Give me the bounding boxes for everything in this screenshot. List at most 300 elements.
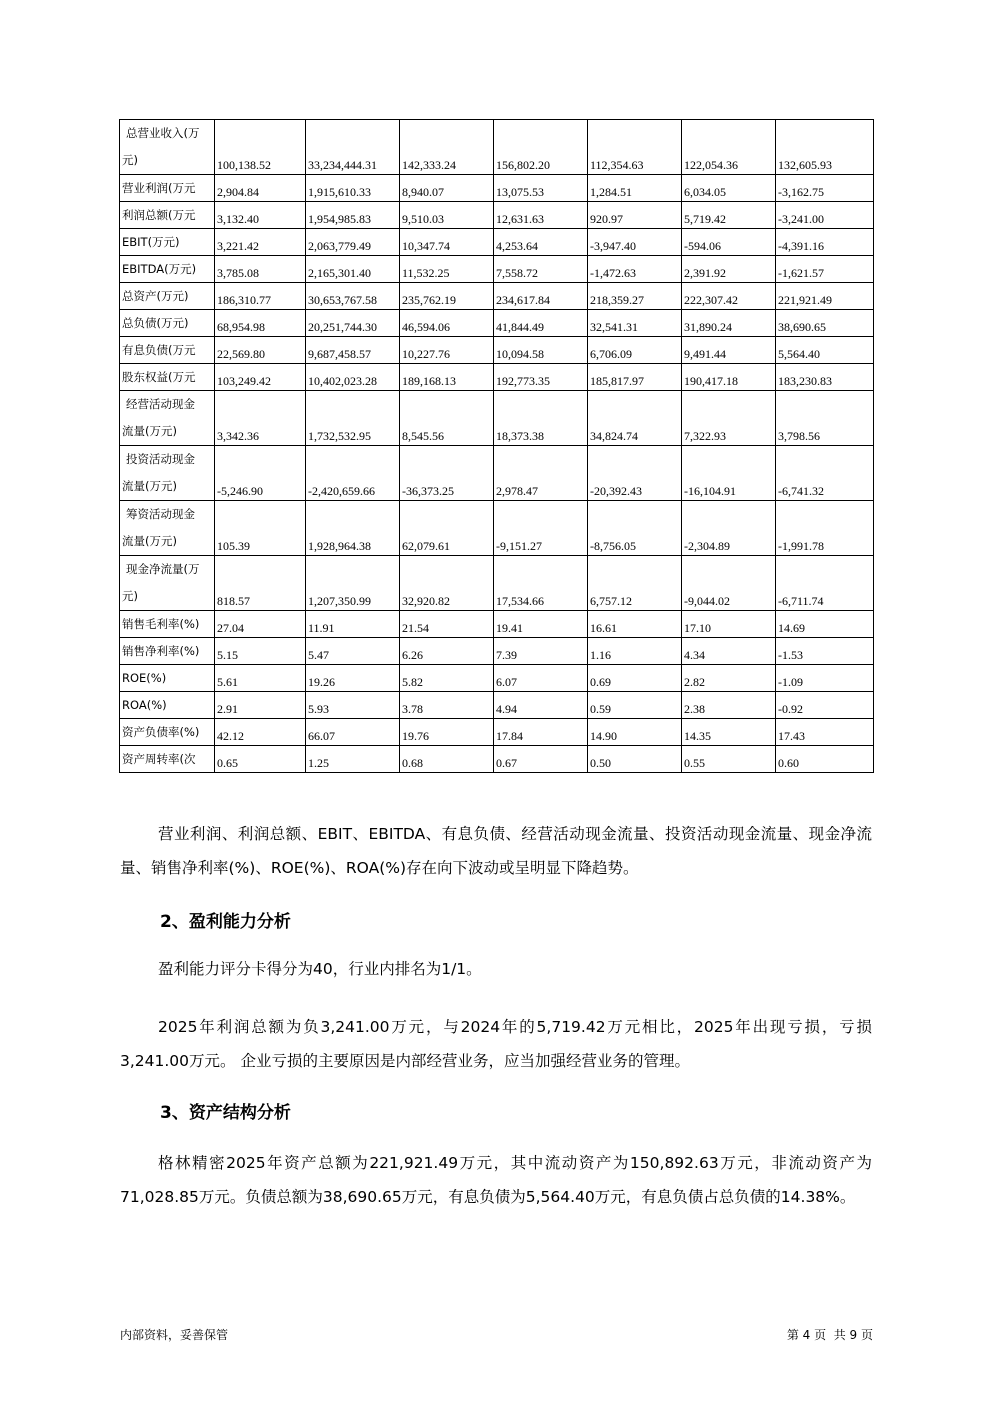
value-cell xyxy=(494,446,588,501)
cell-value: 0.67 xyxy=(496,756,517,770)
value-cell xyxy=(494,719,588,746)
cell-value: 10,402,023.28 xyxy=(308,374,377,388)
value-cell xyxy=(588,364,682,391)
value-cell xyxy=(494,175,588,202)
cell-value: 32,541.31 xyxy=(590,320,638,334)
cell-value: 818.57 xyxy=(217,594,250,608)
value-cell xyxy=(776,665,874,692)
cell-value: 222,307.42 xyxy=(684,293,738,307)
cell-value: 2,978.47 xyxy=(496,484,538,498)
value-cell xyxy=(494,501,588,556)
row-label-line1: 总营业收入(万 xyxy=(126,126,200,140)
cell-value: 0.65 xyxy=(217,756,238,770)
cell-value: 10,347.74 xyxy=(402,239,450,253)
cell-value: -1,472.63 xyxy=(590,266,636,280)
row-label xyxy=(120,501,214,555)
cell-value: 100,138.52 xyxy=(217,158,271,172)
cell-value: 17.10 xyxy=(684,621,711,635)
cell-value: 19.76 xyxy=(402,729,429,743)
table-row xyxy=(120,175,874,202)
cell-value: 27.04 xyxy=(217,621,244,635)
value-cell xyxy=(400,692,494,719)
value-cell xyxy=(682,719,776,746)
value-cell xyxy=(400,310,494,337)
value-cell xyxy=(682,692,776,719)
cell-value: 16.61 xyxy=(590,621,617,635)
value-cell xyxy=(682,391,776,446)
cell-value: 1.16 xyxy=(590,648,611,662)
value-cell xyxy=(776,229,874,256)
asset-structure-paragraph: 格林精密2025年资产总额为221,921.49万元，其中流动资产为150,892.63万元，非流动资产为71,028.85万元。负债总额为38,690.65万元，有息负债为5,564.40万元，有息负债占总负债的14.38%。 xyxy=(120,1154,872,1206)
value-cell xyxy=(588,229,682,256)
row-label-cell xyxy=(120,665,215,692)
value-cell xyxy=(400,556,494,611)
value-cell xyxy=(588,202,682,229)
cell-value: 6.26 xyxy=(402,648,423,662)
cell-value: 186,310.77 xyxy=(217,293,271,307)
cell-value: 9,510.03 xyxy=(402,212,444,226)
value-cell xyxy=(306,665,400,692)
table-row xyxy=(120,692,874,719)
cell-value: 1,915,610.33 xyxy=(308,185,371,199)
value-cell xyxy=(776,256,874,283)
cell-value: 3,798.56 xyxy=(778,429,820,443)
value-cell xyxy=(306,202,400,229)
cell-value: 34,824.74 xyxy=(590,429,638,443)
cell-value: 235,762.19 xyxy=(402,293,456,307)
value-cell xyxy=(588,446,682,501)
cell-value: 5.82 xyxy=(402,675,423,689)
row-label-line1: 筹资活动现金 xyxy=(126,507,195,521)
cell-value: -36,373.25 xyxy=(402,484,454,498)
cell-value: 46,594.06 xyxy=(402,320,450,334)
cell-value: 1.25 xyxy=(308,756,329,770)
cell-value: 9,687,458.57 xyxy=(308,347,371,361)
value-cell xyxy=(494,364,588,391)
cell-value: 122,054.36 xyxy=(684,158,738,172)
value-cell xyxy=(215,256,306,283)
row-label-cell xyxy=(120,638,215,665)
cell-value: 5.15 xyxy=(217,648,238,662)
cell-value: 8,545.56 xyxy=(402,429,444,443)
table-row xyxy=(120,283,874,310)
cell-value: 30,653,767.58 xyxy=(308,293,377,307)
cell-value: 10,227.76 xyxy=(402,347,450,361)
table-row xyxy=(120,310,874,337)
value-cell xyxy=(776,202,874,229)
cell-value: -1,621.57 xyxy=(778,266,824,280)
cell-value: 7,558.72 xyxy=(496,266,538,280)
cell-value: -16,104.91 xyxy=(684,484,736,498)
row-label: 总资产(万元) xyxy=(122,289,189,303)
row-label-cell xyxy=(120,310,215,337)
value-cell xyxy=(215,120,306,175)
trend-summary-paragraph: 营业利润、利润总额、EBIT、EBITDA、有息负债、经营活动现金流量、投资活动现金流量、现金净流量、销售净利率(%)、ROE(%)、ROA(%)存在向下波动或呈明显下降趋势。 xyxy=(120,825,872,877)
value-cell xyxy=(400,120,494,175)
cell-value: 17.43 xyxy=(778,729,805,743)
value-cell xyxy=(494,665,588,692)
table-row xyxy=(120,391,874,446)
cell-value: 0.60 xyxy=(778,756,799,770)
row-label xyxy=(120,556,214,610)
value-cell xyxy=(588,501,682,556)
cell-value: 6,034.05 xyxy=(684,185,726,199)
cell-value: 11.91 xyxy=(308,621,335,635)
table-row xyxy=(120,611,874,638)
value-cell xyxy=(400,638,494,665)
value-cell xyxy=(400,446,494,501)
value-cell xyxy=(776,611,874,638)
value-cell xyxy=(400,202,494,229)
cell-value: 17,534.66 xyxy=(496,594,544,608)
value-cell xyxy=(215,283,306,310)
cell-value: -594.06 xyxy=(684,239,721,253)
cell-value: 33,234,444.31 xyxy=(308,158,377,172)
footer-confidential-note: 内部资料，妥善保管 xyxy=(120,1328,229,1342)
row-label-cell xyxy=(120,229,215,256)
value-cell xyxy=(682,746,776,773)
value-cell xyxy=(494,229,588,256)
cell-value: 105.39 xyxy=(217,539,250,553)
cell-value: -9,151.27 xyxy=(496,539,542,553)
value-cell xyxy=(494,556,588,611)
cell-value: 62,079.61 xyxy=(402,539,450,553)
cell-value: 132,605.93 xyxy=(778,158,832,172)
value-cell xyxy=(494,611,588,638)
cell-value: 66.07 xyxy=(308,729,335,743)
cell-value: 0.69 xyxy=(590,675,611,689)
cell-value: 221,921.49 xyxy=(778,293,832,307)
value-cell xyxy=(306,446,400,501)
cell-value: 1,954,985.83 xyxy=(308,212,371,226)
cell-value: 22,569.80 xyxy=(217,347,265,361)
value-cell xyxy=(682,175,776,202)
cell-value: 185,817.97 xyxy=(590,374,644,388)
value-cell xyxy=(400,229,494,256)
row-label-cell xyxy=(120,120,215,175)
value-cell xyxy=(776,337,874,364)
cell-value: 156,802.20 xyxy=(496,158,550,172)
row-label: 股东权益(万元 xyxy=(122,370,196,384)
cell-value: 192,773.35 xyxy=(496,374,550,388)
row-label: 销售毛利率(%) xyxy=(122,617,200,631)
cell-value: 234,617.84 xyxy=(496,293,550,307)
cell-value: 21.54 xyxy=(402,621,429,635)
cell-value: -1.09 xyxy=(778,675,803,689)
value-cell xyxy=(215,665,306,692)
value-cell xyxy=(682,229,776,256)
row-label xyxy=(120,120,214,174)
value-cell xyxy=(494,202,588,229)
cell-value: 189,168.13 xyxy=(402,374,456,388)
cell-value: 14.35 xyxy=(684,729,711,743)
row-label: 总负债(万元) xyxy=(122,316,189,330)
cell-value: -4,391.16 xyxy=(778,239,824,253)
cell-value: 12,631.63 xyxy=(496,212,544,226)
value-cell xyxy=(588,719,682,746)
cell-value: 190,417.18 xyxy=(684,374,738,388)
cell-value: 6,757.12 xyxy=(590,594,632,608)
financial-data-table xyxy=(119,119,874,773)
value-cell xyxy=(215,746,306,773)
cell-value: 41,844.49 xyxy=(496,320,544,334)
cell-value: -9,044.02 xyxy=(684,594,730,608)
value-cell xyxy=(306,719,400,746)
row-label: 资产周转率(次 xyxy=(122,752,196,766)
row-label-line2: 元) xyxy=(122,589,138,603)
value-cell xyxy=(776,692,874,719)
section-heading-asset-structure: 3、资产结构分析 xyxy=(160,1103,291,1123)
value-cell xyxy=(682,611,776,638)
cell-value: 7,322.93 xyxy=(684,429,726,443)
row-label-cell xyxy=(120,611,215,638)
value-cell xyxy=(400,256,494,283)
value-cell xyxy=(494,120,588,175)
value-cell xyxy=(306,283,400,310)
cell-value: 0.50 xyxy=(590,756,611,770)
cell-value: 2.38 xyxy=(684,702,705,716)
value-cell xyxy=(215,501,306,556)
value-cell xyxy=(215,175,306,202)
row-label-line1: 现金净流量(万 xyxy=(126,562,200,576)
cell-value: -5,246.90 xyxy=(217,484,263,498)
table-row xyxy=(120,446,874,501)
row-label: ROE(%) xyxy=(122,671,167,685)
row-label-cell xyxy=(120,501,215,556)
cell-value: -6,711.74 xyxy=(778,594,824,608)
cell-value: 103,249.42 xyxy=(217,374,271,388)
row-label-line2: 流量(万元) xyxy=(122,479,177,493)
cell-value: 2,165,301.40 xyxy=(308,266,371,280)
value-cell xyxy=(682,665,776,692)
value-cell xyxy=(776,391,874,446)
row-label-cell xyxy=(120,719,215,746)
value-cell xyxy=(494,256,588,283)
value-cell xyxy=(776,746,874,773)
row-label-cell xyxy=(120,337,215,364)
table-row xyxy=(120,501,874,556)
row-label-cell xyxy=(120,175,215,202)
value-cell xyxy=(682,364,776,391)
profitability-score-text: 盈利能力评分卡得分为40，行业内排名为1/1。 xyxy=(158,960,482,978)
cell-value: 2,904.84 xyxy=(217,185,259,199)
cell-value: 1,284.51 xyxy=(590,185,632,199)
row-label-line1: 经营活动现金 xyxy=(126,397,195,411)
cell-value: 9,491.44 xyxy=(684,347,726,361)
cell-value: 1,928,964.38 xyxy=(308,539,371,553)
value-cell xyxy=(682,202,776,229)
cell-value: 920.97 xyxy=(590,212,623,226)
table-row xyxy=(120,256,874,283)
row-label: 营业利润(万元 xyxy=(122,181,196,195)
value-cell xyxy=(588,692,682,719)
row-label: ROA(%) xyxy=(122,698,167,712)
cell-value: 3,342.36 xyxy=(217,429,259,443)
row-label: EBIT(万元) xyxy=(122,235,180,249)
cell-value: -2,420,659.66 xyxy=(308,484,375,498)
cell-value: 183,230.83 xyxy=(778,374,832,388)
value-cell xyxy=(494,746,588,773)
cell-value: 3,785.08 xyxy=(217,266,259,280)
cell-value: 19.41 xyxy=(496,621,523,635)
value-cell xyxy=(215,638,306,665)
value-cell xyxy=(306,501,400,556)
value-cell xyxy=(215,391,306,446)
value-cell xyxy=(776,446,874,501)
value-cell xyxy=(306,692,400,719)
value-cell xyxy=(215,229,306,256)
table-row xyxy=(120,120,874,175)
cell-value: 10,094.58 xyxy=(496,347,544,361)
cell-value: 112,354.63 xyxy=(590,158,644,172)
value-cell xyxy=(494,337,588,364)
cell-value: 5.93 xyxy=(308,702,329,716)
cell-value: 14.69 xyxy=(778,621,805,635)
cell-value: -0.92 xyxy=(778,702,803,716)
profitability-analysis-paragraph: 2025年利润总额为负3,241.00万元，与2024年的5,719.42万元相比，2025年出现亏损，亏损3,241.00万元。 企业亏损的主要原因是内部经营业务，应当加强经营业务的管理。 xyxy=(120,1018,872,1070)
value-cell xyxy=(494,692,588,719)
value-cell xyxy=(400,283,494,310)
cell-value: 38,690.65 xyxy=(778,320,826,334)
row-label-cell xyxy=(120,692,215,719)
cell-value: 18,373.38 xyxy=(496,429,544,443)
cell-value: 2,063,779.49 xyxy=(308,239,371,253)
value-cell xyxy=(776,364,874,391)
table-row xyxy=(120,556,874,611)
value-cell xyxy=(682,256,776,283)
table-row xyxy=(120,638,874,665)
cell-value: 11,532.25 xyxy=(402,266,450,280)
row-label xyxy=(120,446,214,500)
value-cell xyxy=(776,175,874,202)
cell-value: 32,920.82 xyxy=(402,594,450,608)
value-cell xyxy=(306,337,400,364)
row-label-cell xyxy=(120,746,215,773)
cell-value: 17.84 xyxy=(496,729,523,743)
value-cell xyxy=(400,501,494,556)
table-row xyxy=(120,364,874,391)
section-heading-profitability: 2、盈利能力分析 xyxy=(160,912,291,932)
value-cell xyxy=(400,364,494,391)
row-label xyxy=(120,391,214,445)
value-cell xyxy=(306,746,400,773)
value-cell xyxy=(776,556,874,611)
value-cell xyxy=(776,719,874,746)
cell-value: -3,162.75 xyxy=(778,185,824,199)
value-cell xyxy=(588,611,682,638)
value-cell xyxy=(306,391,400,446)
row-label-cell xyxy=(120,391,215,446)
value-cell xyxy=(588,283,682,310)
table-row xyxy=(120,202,874,229)
cell-value: 20,251,744.30 xyxy=(308,320,377,334)
value-cell xyxy=(306,611,400,638)
value-cell xyxy=(588,310,682,337)
value-cell xyxy=(400,611,494,638)
value-cell xyxy=(215,611,306,638)
value-cell xyxy=(306,364,400,391)
cell-value: 0.59 xyxy=(590,702,611,716)
value-cell xyxy=(400,175,494,202)
cell-value: 5,719.42 xyxy=(684,212,726,226)
value-cell xyxy=(306,120,400,175)
cell-value: 142,333.24 xyxy=(402,158,456,172)
cell-value: 0.55 xyxy=(684,756,705,770)
row-label: 有息负债(万元 xyxy=(122,343,196,357)
cell-value: 14.90 xyxy=(590,729,617,743)
value-cell xyxy=(588,746,682,773)
cell-value: 2,391.92 xyxy=(684,266,726,280)
value-cell xyxy=(776,310,874,337)
table-row xyxy=(120,719,874,746)
value-cell xyxy=(776,638,874,665)
cell-value: 5,564.40 xyxy=(778,347,820,361)
cell-value: 8,940.07 xyxy=(402,185,444,199)
cell-value: -6,741.32 xyxy=(778,484,824,498)
cell-value: 42.12 xyxy=(217,729,244,743)
row-label: 销售净利率(%) xyxy=(122,644,200,658)
cell-value: 31,890.24 xyxy=(684,320,732,334)
cell-value: -3,241.00 xyxy=(778,212,824,226)
cell-value: 1,732,532.95 xyxy=(308,429,371,443)
row-label-line2: 流量(万元) xyxy=(122,424,177,438)
value-cell xyxy=(682,446,776,501)
cell-value: 6.07 xyxy=(496,675,517,689)
value-cell xyxy=(588,175,682,202)
cell-value: 5.61 xyxy=(217,675,238,689)
row-label-cell xyxy=(120,446,215,501)
value-cell xyxy=(682,283,776,310)
value-cell xyxy=(215,692,306,719)
cell-value: 13,075.53 xyxy=(496,185,544,199)
row-label-cell xyxy=(120,202,215,229)
value-cell xyxy=(494,310,588,337)
value-cell xyxy=(400,719,494,746)
value-cell xyxy=(588,556,682,611)
row-label-cell xyxy=(120,364,215,391)
value-cell xyxy=(306,175,400,202)
cell-value: 3,221.42 xyxy=(217,239,259,253)
table-row xyxy=(120,746,874,773)
value-cell xyxy=(682,638,776,665)
cell-value: 7.39 xyxy=(496,648,517,662)
cell-value: -1.53 xyxy=(778,648,803,662)
cell-value: 2.91 xyxy=(217,702,238,716)
value-cell xyxy=(306,310,400,337)
cell-value: 218,359.27 xyxy=(590,293,644,307)
cell-value: 0.68 xyxy=(402,756,423,770)
cell-value: -8,756.05 xyxy=(590,539,636,553)
value-cell xyxy=(215,364,306,391)
value-cell xyxy=(306,638,400,665)
row-label-cell xyxy=(120,283,215,310)
value-cell xyxy=(400,665,494,692)
value-cell xyxy=(494,391,588,446)
value-cell xyxy=(306,256,400,283)
cell-value: 3.78 xyxy=(402,702,423,716)
value-cell xyxy=(494,638,588,665)
value-cell xyxy=(776,120,874,175)
value-cell xyxy=(215,202,306,229)
value-cell xyxy=(682,310,776,337)
value-cell xyxy=(588,337,682,364)
value-cell xyxy=(400,337,494,364)
value-cell xyxy=(682,337,776,364)
row-label: 利润总额(万元 xyxy=(122,208,196,222)
row-label: EBITDA(万元) xyxy=(122,262,197,276)
value-cell xyxy=(588,665,682,692)
value-cell xyxy=(400,746,494,773)
